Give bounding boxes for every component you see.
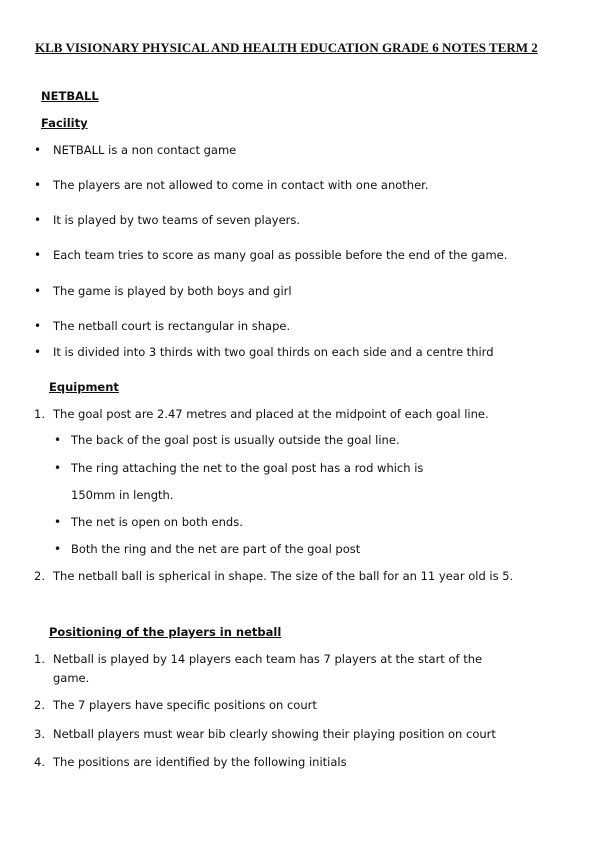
positioning-item: Netball players must wear bib clearly showing their playing position on court — [53, 727, 496, 741]
bullet-icon: • — [54, 515, 62, 529]
bullet-icon: • — [34, 345, 42, 359]
list-number: 1. — [34, 407, 45, 421]
positioning-item-continuation: game. — [53, 671, 90, 685]
list-number: 1. — [34, 652, 45, 666]
bullet-icon: • — [34, 178, 42, 192]
positioning-item: The positions are identified by the following initials — [53, 755, 347, 769]
list-number: 2. — [34, 569, 45, 583]
bullet-icon: • — [54, 433, 62, 447]
facility-item: It is divided into 3 thirds with two goal thirds on each side and a centre third — [53, 345, 494, 359]
document-title: KLB VISIONARY PHYSICAL AND HEALTH EDUCATION GRADE 6 NOTES TERM 2 — [35, 40, 538, 55]
equipment-sub-item: The ring attaching the net to the goal post has a rod which is — [71, 461, 424, 475]
bullet-icon: • — [34, 248, 42, 262]
bullet-icon: • — [34, 319, 42, 333]
facility-item: The game is played by both boys and girl — [53, 284, 292, 298]
subheading-equipment: Equipment — [49, 380, 119, 394]
equipment-item: The goal post are 2.47 metres and placed at the midpoint of each goal line. — [53, 407, 489, 421]
equipment-sub-item-continuation: 150mm in length. — [71, 488, 174, 502]
list-number: 3. — [34, 727, 45, 741]
equipment-sub-item: The back of the goal post is usually outside the goal line. — [71, 433, 400, 447]
facility-item: The players are not allowed to come in contact with one another. — [53, 178, 429, 192]
bullet-icon: • — [34, 284, 42, 298]
bullet-icon: • — [34, 143, 42, 157]
equipment-item: The netball ball is spherical in shape. The size of the ball for an 11 year old is 5. — [53, 569, 514, 583]
list-number: 4. — [34, 755, 45, 769]
bullet-icon: • — [54, 461, 62, 475]
bullet-icon: • — [54, 542, 62, 556]
bullet-icon: • — [34, 213, 42, 227]
equipment-sub-item: The net is open on both ends. — [71, 515, 243, 529]
facility-item: It is played by two teams of seven players. — [53, 213, 301, 227]
equipment-sub-item: Both the ring and the net are part of the goal post — [71, 542, 361, 556]
list-number: 2. — [34, 698, 45, 712]
subheading-positioning: Positioning of the players in netball — [49, 625, 282, 639]
facility-item: Each team tries to score as many goal as possible before the end of the game. — [53, 248, 508, 262]
facility-item: NETBALL is a non contact game — [53, 143, 237, 157]
positioning-item: Netball is played by 14 players each team has 7 players at the start of the — [53, 652, 483, 666]
section-heading-netball: NETBALL — [41, 89, 99, 103]
subheading-facility: Facility — [41, 116, 88, 130]
facility-item: The netball court is rectangular in shape. — [53, 319, 291, 333]
positioning-item: The 7 players have specific positions on court — [53, 698, 317, 712]
